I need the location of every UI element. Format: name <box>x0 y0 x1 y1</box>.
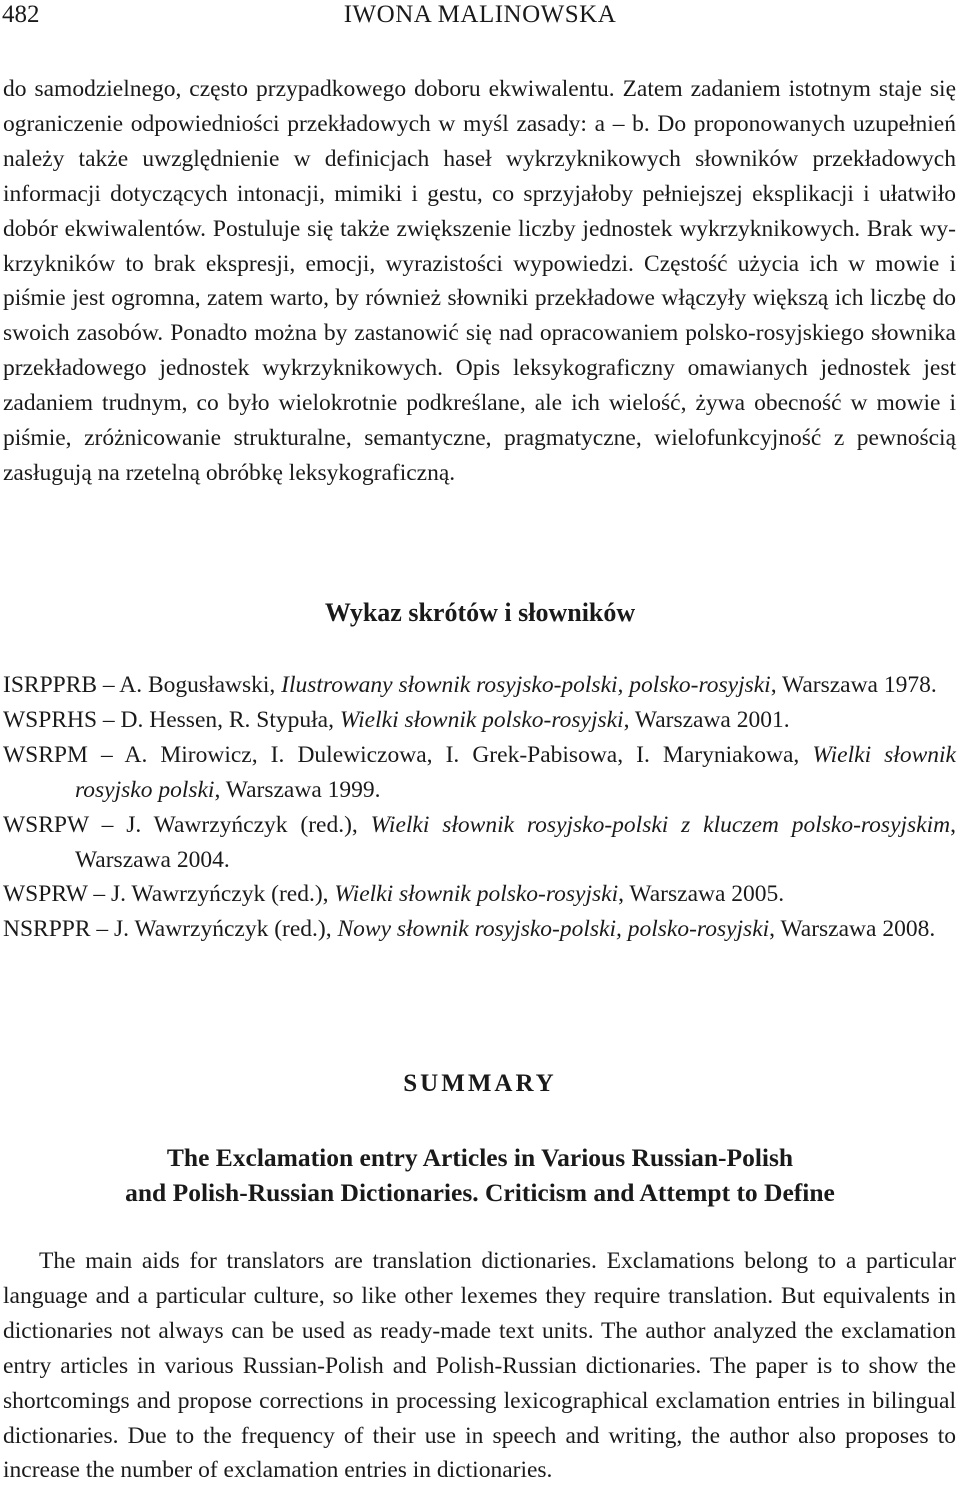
publication-info: , Warszawa 2005. <box>618 881 785 908</box>
abbreviation-authors: WSPRW – J. Wawrzyńczyk (red.), <box>3 881 335 908</box>
abbreviation-authors: WSPRHS – D. Hessen, R. Stypuła, <box>3 706 340 733</box>
publication-info: , Warszawa 2004. <box>75 811 956 873</box>
publication-info: , Warszawa 1978. <box>770 672 937 698</box>
abbreviation-entry <box>3 738 956 808</box>
abbreviations-list <box>3 668 956 947</box>
running-head <box>0 0 960 34</box>
summary-heading: SUMMARY <box>403 1070 557 1097</box>
publication-info: , Warszawa 2008. <box>769 916 936 943</box>
abbreviation-authors: ISRPPRB – A. Bogusławski, <box>3 672 282 698</box>
abbreviation-entry <box>3 703 956 738</box>
page-number: 482 <box>2 1 40 28</box>
abbreviations-heading: Wykaz skrótów i słowników <box>324 598 636 627</box>
dictionary-title: Wielki słownik polsko-rosyjski <box>334 881 619 908</box>
dictionary-title: Nowy słownik rosyjsko-polski, polsko-rosyjski <box>337 916 770 943</box>
abbreviation-entry <box>3 877 956 912</box>
publication-info: , Warszawa 1999. <box>214 776 381 803</box>
dictionary-title: Wielki słownik polsko-rosyjski <box>339 706 624 733</box>
summary-title <box>0 1140 960 1210</box>
publication-info: , Warszawa 2001. <box>623 706 790 733</box>
running-head-author: IWONA MALINOWSKA <box>343 1 617 28</box>
dictionary-title: Ilustrowany słownik rosyjsko-polski, polsko-rosyjski <box>281 672 771 698</box>
abbreviation-authors: NSRPPR – J. Wawrzyńczyk (red.), <box>3 916 338 943</box>
summary-title-line-1: The Exclamation entry Articles in Various Russian-Polish <box>166 1143 794 1172</box>
abbreviation-entry <box>3 912 956 947</box>
dictionary-title: Wielki słownik rosyjsko polski <box>75 741 956 803</box>
abbreviation-entry <box>3 668 956 703</box>
body-paragraph: do samodzielnego, często przypadkowego doboru ekwiwalentu. Zatem zadaniem istotnym staje się ograniczenie odpowiedniości przekładowych w myśl zasady: a – b. Do proponowanych uzupełnień należy także uwzględnienie w definicjach haseł wykrzyknikowych słowników przekładowych informacji dotyczących intonacji, mimiki i gestu, co sprzyjałoby pełniejszej eksplikacji i ułatwiło dobór ekwiwalentów. Postuluje się także zwiększenie liczby jednostek wykrzyknikowych. Brak wykrzykników to brak ekspresji, emocji, wyrazistości wypowiedzi. Częstość użycia ich w mowie i piśmie jest ogromna, zatem warto, by również słowniki przekładowe włączyły większą ich liczbę do swoich zasobów. Ponadto można by zastanowić się nad opracowaniem polsko-rosyjskiego słownika przekładowego jednostek wykrzyknikowych. Opis leksykograficzny omawianych jednostek jest zadaniem trudnym, co było wielokrotnie podkreślane, ale ich wielość, żywa obecność w mowie i piśmie, zróżnicowanie strukturalne, semantyczne, pragmatyczne, wielofunkcyjność z pewnością zasługują na rzetelną obróbkę leksykograficzną. <box>3 76 956 486</box>
abbreviation-entry <box>3 808 956 878</box>
summary-title-line-2: and Polish-Russian Dictionaries. Criticism and Attempt to Define <box>125 1178 835 1207</box>
abbreviation-authors: WSRPW – J. Wawrzyńczyk (red.), <box>3 811 371 838</box>
abbreviation-authors: WSRPM – A. Mirowicz, I. Dulewiczowa, I. Grek-Pabisowa, I. Maryniakowa, <box>3 741 813 768</box>
dictionary-title: Wielki słownik rosyjsko-polski z kluczem polsko-rosyjskim <box>370 811 951 838</box>
summary-paragraph: The main aids for translators are translation dictionaries. Exclamations belong to a particular language and a particular culture, so like other lexemes they require translation. But equivalents in dictionaries not always can be used as ready-made text units. The author analyzed the exclamation entry articles in various Russian-Polish and Polish-Russian dictionaries. The paper is to show the shortcomings and propose corrections in processing lexicographical exclamation entries in bilingual dictionaries. Due to the frequency of their use in speech and writing, the author also proposes to increase the number of exclamation entries in dictionaries. <box>3 1248 956 1484</box>
